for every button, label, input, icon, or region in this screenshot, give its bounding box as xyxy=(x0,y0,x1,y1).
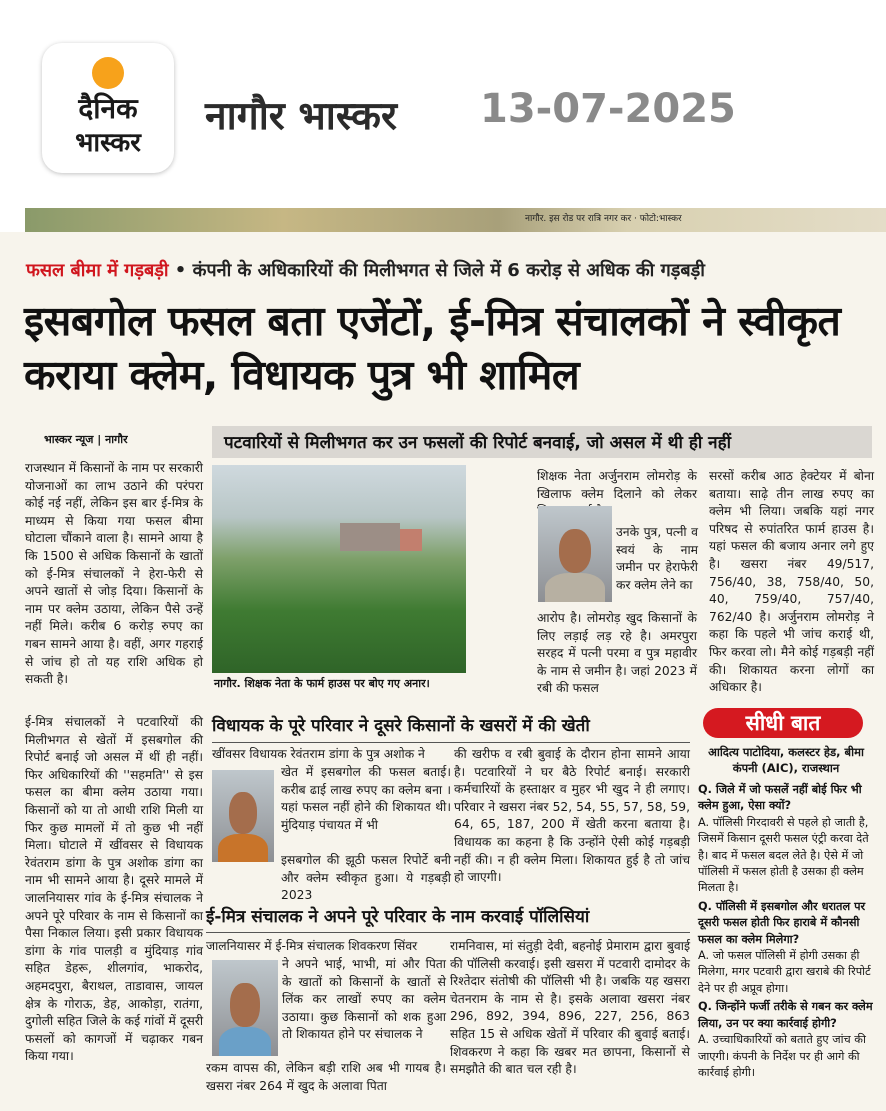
column-3-wrap: उनके पुत्र, पत्नी व स्वयं के नाम जमीन पर हेराफेरी कर क्लेम लेने का xyxy=(616,525,698,592)
section-2-col-a-top: खींवसर विधायक रेवंतराम डांगा के पुत्र अशोक ने xyxy=(212,747,425,761)
edition-date: 13-07-2025 xyxy=(480,86,736,132)
section-3-col-a-bottom: रकम वापस की, लेकिन बड़ी राशि अब भी गायब है। खसरा नंबर 264 में खुद के अलावा पिता xyxy=(206,1061,446,1093)
sidhi-baat-label: सीधी बात xyxy=(703,708,863,738)
kicker-label: फसल बीमा में गड़बड़ी xyxy=(26,260,169,281)
sidhi-baat-qa xyxy=(698,782,874,1083)
qa-answer-3: A. उच्चाधिकारियों को बताते हुए जांच की जाएगी। कंपनी के निर्देश पर ही आगे की कार्रवाई होगी। xyxy=(698,1033,866,1079)
dainik-bhaskar-logo[interactable] xyxy=(42,43,174,173)
emitra-operator-portrait xyxy=(212,960,278,1056)
section-3-col-b: रामनिवास, मां संतुड़ी देवी, बहनोई प्रेमाराम द्वारा बुवाई की पॉलिसी करवाई। इसी खसरा में पटवारी दामोदर के रिश्तेदार संतोषी की पॉलिसी भी है। जबकि यह खसरा चेतनराम के नाम से है। इसके अलावा खसरा नंबर 296, 892, 394, 896, 227, 256, 863 सहित 15 से अधिक खेतों में परिवार की बुवाई बताई। शिवकरण ने कहा कि खबर मत छापना, किसानों से समझौते की बात चल रही है। xyxy=(450,939,690,1077)
section-2-col-a-bottom: इसबगोल की झूठी फसल रिपोर्टे बनी और क्लेम स्वीकृत हुआ। ये गड़बड़ी 2023 xyxy=(281,853,451,903)
sidhi-baat-person: आदित्य पाटोदिया, कलस्टर हेड, बीमा कंपनी (AIC), राजस्थान xyxy=(708,745,864,775)
farmhouse-shape xyxy=(340,523,400,551)
face-shape xyxy=(229,792,256,834)
qa-question-1: Q. जिले में जो फसलें नहीं बोई फिर भी क्लेम हुआ, ऐसा क्यों? xyxy=(698,783,862,813)
article-kicker xyxy=(26,258,705,282)
logo-text-line2: भास्कर xyxy=(75,128,141,158)
strip-caption: नागौर. इस रोड पर रात्रि नगर कर · फोटो:भास्कर xyxy=(525,214,682,224)
column-1-para-2: ई-मित्र संचालकों ने पटवारियों की मिलीभगत से खेतों में इसबगोल की रिपोर्ट बनाई जो असल में थीं ही नहीं। फिर अधिकारियों की ''सहमति'' से इस फसल का बीमा क्लेम उठाया गया। किसानों को या तो आधी राशि मिली या फिर कुछ मामलों में तो कुछ भी नहीं मिला। घोटाले में खींवसर से विधायक रेवंतराम डांगा के पुत्र अशोक डांगा का नाम भी सामने आया है। दूसरे मामले में जालनियासर गांव के ई-मित्र संचालक ने अपने पूरे परिवार के नाम से किसानों का पैसा निकाल लिया। इसी प्रकार विधायक डांगा के गांव पालड़ी व मुंदियाड़ गांव सहित डेहरू, शीलगांव, भाकरोद, अहमदपुरा, बैराथल, ताडावास, जायल क्षेत्र के गोराऊ, डेह, आकोड़ा, रातंगा, दुगोली सहित जिले के कई गांवों में दूसरी फसलों को कागजों में चढ़ाकर गबन किया गया। xyxy=(25,715,203,1064)
section-3-col-a-top: जालनियासर में ई-मित्र संचालक शिवकरण सिंवर xyxy=(206,939,418,953)
column-4: सरसों करीब आठ हेक्टेयर में बोना बताया। साढ़े तीन लाख रुपए का क्लेम भी लिया। जबकि यहां नगर परिषद से रुपांतरित फार्म हाउस है। यहां फसल की बजाय अनार लगे हुए है। खसरा नंबर 49/517, 756/40, 38, 758/40, 50, 40, 759/40, 757/40, 762/40 है। अर्जुनराम लोमरोड़ ने कहा कि पहले भी जांच कराई थी, फिर करवा लो। मैने कोई गड़बड़ी नहीं की। शिकायत करना लोगों का अधिकार है। xyxy=(709,469,874,695)
section-2-col-b: की खरीफ व रबी बुवाई के दौरान होना सामने आया है। पटवारियों ने घर बैठे रिपोर्ट बनाई। सरकारी कर्मचारियों के हस्ताक्षर व मुहर भी खुद ने ही लगाए। परिवार ने खसरा नंबर 52, 54, 55, 57, 58, 59, 64, 65, 187, 200 में खेती करना बताया है। विधायक का कहना है कि उन्होंने ऐसी कोई गड़बड़ी नहीं की। न ही क्लेम मिला। शिकायत हुई है तो जांच हो जाएगी। xyxy=(454,747,690,885)
column-3-bottom: आरोप है। लोमरोड़ खुद किसानों के लिए लड़ाई लड़ रहे है। अमरपुरा सरहद में पत्नी परमा व पुत्र महावीर के नाम से जमीन है। जहां 2023 में रबी की फसल xyxy=(537,611,697,696)
article-headline: इसबगोल फसल बता एजेंटों, ई-मित्र संचालकों ने स्वीकृत कराया क्लेम, विधायक पुत्र भी शामिल xyxy=(24,297,841,399)
column-1-para-1: राजस्थान में किसानों के नाम पर सरकारी योजनाओं का लाभ उठाने की परंपरा कोई नई नहीं, लेकिन इस बार ई-मित्र के माध्यम से किया गया फसल बीमा घोटाला चौंकाने वाला है। सामने आया है कि 1500 से अधिक किसानों के खातों को ई-मित्र संचालकों ने हेरा-फेरी से अपने खातों से जोड़ दिया। किसानों के नाम पर क्लेम उठाया, लेकिन पैसे उन्हें नहीं मिले। करीब 6 करोड़ रुपए का गबन सामने आया है। वहीं, अगर गहराई से जांच हो तो यह राशि अधिक हो सकती है। xyxy=(25,461,203,687)
section-2-title: विधायक के पूरे परिवार ने दूसरे किसानों के खसरों में की खेती xyxy=(212,716,590,736)
qa-answer-2: A. जो फसल पॉलिसी में होगी उसका ही मिलेगा, मगर पटवारी द्वारा खराबे की रिपोर्ट देने पर ही अप्रूव होगा। xyxy=(698,949,871,995)
face-shape xyxy=(230,983,259,1027)
section-3-col-a-wrap: ने अपने भाई, भाभी, मां और पिता के खातों को किसानों के खातों से लिंक कर लाखों रुपए का क्लेम उठाया। कुछ किसानों को शक हुआ तो शिकायत होने पर संचालक ने xyxy=(282,957,446,1042)
farmhouse-shape-2 xyxy=(400,529,422,551)
previous-article-photo-strip xyxy=(25,208,886,232)
kicker-text: • कंपनी के अधिकारियों की मिलीभगत से जिले में 6 करोड़ से अधिक की गड़बड़ी xyxy=(174,260,705,281)
logo-text-line1: दैनिक xyxy=(78,92,138,125)
qa-answer-1: A. पॉलिसी गिरदावरी से पहले हो जाती है, जिसमें किसान दूसरी फसल एंट्री करवा देते है। बाद में फसल बदल लेते है। ऐसे में जो पॉलिसी में फसल होती है उसका ही क्लेम मिलता है। xyxy=(698,815,869,895)
sun-icon xyxy=(92,57,124,89)
mla-portrait xyxy=(212,770,274,862)
pomegranate-farm-photo xyxy=(212,465,466,673)
section-2-rule xyxy=(212,742,690,743)
section-3-title: ई-मित्र संचालक ने अपने पूरे परिवार के नाम करवाई पॉलिसियां xyxy=(206,907,590,927)
qa-question-3: Q. जिन्होंने फर्जी तरीके से गबन कर क्लेम लिया, उन पर क्या कार्रवाई होगी? xyxy=(698,1000,873,1030)
article-subhead: पटवारियों से मिलीभगत कर उन फसलों की रिपोर्ट बनवाई, जो असल में थी ही नहीं xyxy=(224,433,732,453)
section-3-rule xyxy=(206,932,690,933)
qa-question-2: Q. पॉलिसी में इसबगोल और धरातल पर दूसरी फसल होती फिर हाराबे में कौनसी फसल का क्लेम मिलेगा? xyxy=(698,899,866,946)
shirt-shape xyxy=(218,834,268,862)
app-header xyxy=(0,0,886,208)
section-2-col-a-wrap: खेत में इसबगोल की फसल बताई। करीब ढाई लाख रुपए का क्लेम बना । यहां फसल नहीं होने की शिकायत थी। मुंदियाड़ पंचायत में भी xyxy=(281,765,451,832)
teacher-leader-portrait xyxy=(538,506,612,602)
edition-city: नागौर भास्कर xyxy=(205,94,397,139)
shirt-shape xyxy=(545,573,604,602)
byline: भास्कर न्यूज | नागौर xyxy=(44,433,128,446)
shirt-shape xyxy=(219,1027,272,1056)
photo-caption: नागौर. शिक्षक नेता के फार्म हाउस पर बोए गए अनार। xyxy=(214,677,430,690)
face-shape xyxy=(559,529,592,573)
column-3-top: शिक्षक नेता अर्जुनराम लोमरोड़ के खिलाफ क्लेम दिलाने को लेकर xyxy=(537,469,697,501)
